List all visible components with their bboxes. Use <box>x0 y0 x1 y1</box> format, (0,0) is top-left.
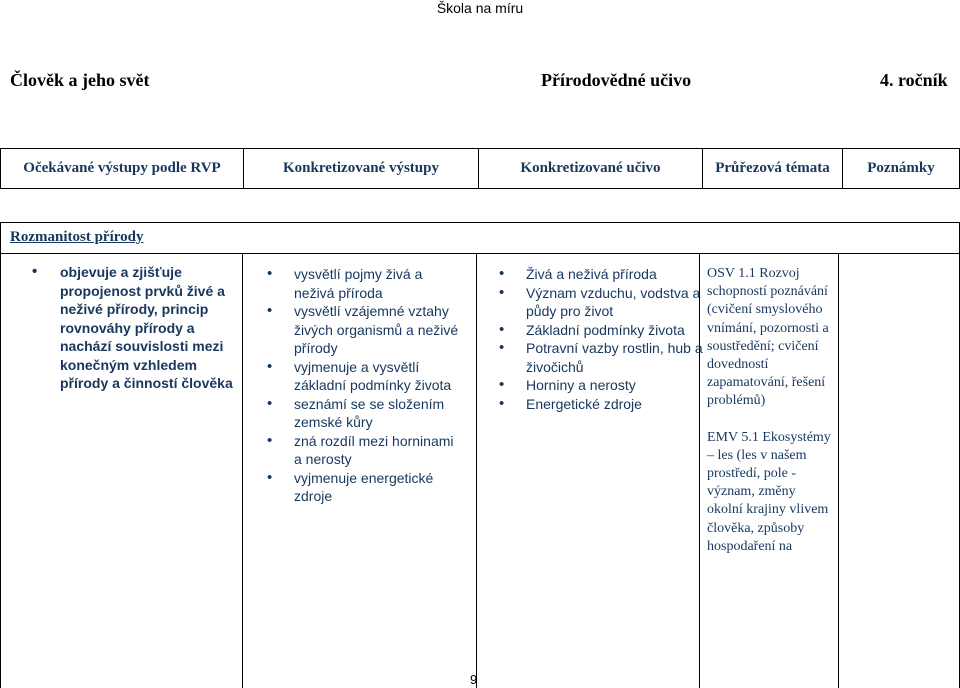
section-divider <box>0 253 960 254</box>
column-divider <box>242 253 243 688</box>
column-divider <box>476 253 477 688</box>
list-item: • vysvětlí pojmy živá a neživá příroda <box>264 265 464 302</box>
column-header-notes: Poznámky <box>867 160 935 176</box>
column-header-cross-topics: Průřezová témata <box>703 149 843 188</box>
concrete-outputs-list <box>264 265 464 506</box>
column-header-concrete-outputs: Konkretizované výstupy <box>244 149 479 188</box>
list-item: • vysvětlí vzájemné vztahy živých organismů a neživé přírody <box>264 302 464 358</box>
cross-topic-emv: EMV 5.1 Ekosystémy – les (les v našem prostředí, pole - význam, změny okolní krajiny vlivem člověka, způsoby hospodaření na <box>707 429 831 554</box>
list-item: • Potravní vazby rostlin, hub a živočichů <box>496 339 706 376</box>
grade-title: 4. ročník <box>880 70 948 90</box>
list-item: • zná rozdíl mezi horninami a nerosty <box>264 432 464 469</box>
cross-topic-osv: OSV 1.1 Rozvoj schopností poznávání (cvičení smyslového vnímání, pozornosti a soustředění; cvičení dovedností zapamatování, řešení problémů) <box>707 266 829 409</box>
column-header-curriculum: Konkretizované učivo <box>479 149 703 188</box>
list-item: • seznámí se se složením zemské kůry <box>264 395 464 432</box>
list-item: • objevuje a zjišťuje propojenost prvků živé a neživé přírody, princip rovnováhy přírody a nachází souvislosti mezi konečným vzhledem přírody a činností člověka <box>32 263 242 393</box>
subject-title: Člověk a jeho svět <box>10 70 150 90</box>
list-item: • vyjmenuje a vysvětlí základní podmínky života <box>264 358 464 395</box>
column-header-rvp: Očekávané výstupy podle RVP <box>1 149 244 188</box>
curriculum-list <box>496 265 706 413</box>
list-item: • Základní podmínky života <box>496 321 706 340</box>
cross-topics-cell <box>707 265 832 556</box>
table-header-row <box>0 148 960 189</box>
list-item: • Energetické zdroje <box>496 395 706 414</box>
page-number: 9 <box>470 672 478 687</box>
school-name: Škola na míru <box>436 0 524 16</box>
section-title: Rozmanitost přírody <box>10 229 144 245</box>
list-item: • Horniny a nerosty <box>496 376 706 395</box>
list-item: • Živá a neživá příroda <box>496 265 706 284</box>
list-item: • Význam vzduchu, vodstva a půdy pro život <box>496 284 706 321</box>
list-item: • vyjmenuje energetické zdroje <box>264 469 464 506</box>
area-title: Přírodovědné učivo <box>541 70 692 90</box>
column-divider <box>838 253 839 688</box>
rvp-outputs-list <box>32 263 242 393</box>
